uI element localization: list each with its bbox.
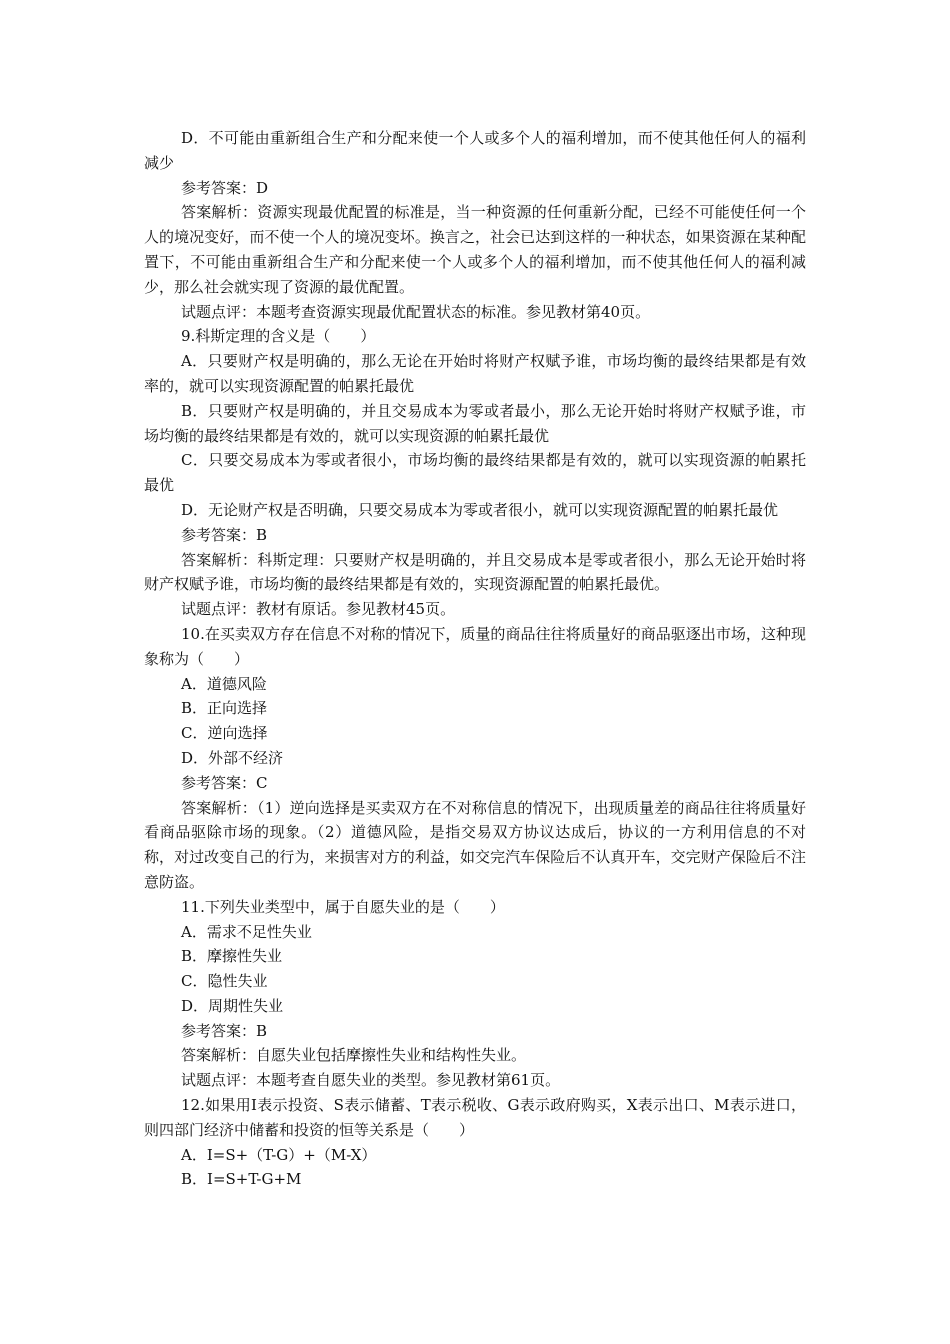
option-c-q11: C．隐性失业 xyxy=(181,972,268,991)
option-d-q9: D．无论财产权是否明确，只要交易成本为零或者很小，就可以实现资源配置的帕累托最优 xyxy=(181,500,779,519)
option-c-q10: C．逆向选择 xyxy=(181,724,268,743)
answer-q9: 参考答案：B xyxy=(181,525,268,544)
option-b-q9: B．只要财产权是明确的，并且交易成本为零或者最小，那么无论开始时将财产权赋予谁，市场均衡的最终结果都是有效的，就可以实现资源的帕累托最优 xyxy=(144,401,806,445)
comment-q9: 试题点评：教材有原话。参见教材45页。 xyxy=(181,600,456,619)
question-12: 12.如果用I表示投资、S表示储蓄、T表示税收、G表示政府购买，X表示出口、M表示进口，则四部门经济中储蓄和投资的恒等关系是（ ） xyxy=(144,1096,806,1139)
option-b-q10: B．正向选择 xyxy=(181,699,268,718)
question-11: 11.下列失业类型中，属于自愿失业的是（ ） xyxy=(181,897,505,916)
question-9: 9.科斯定理的含义是（ ） xyxy=(181,327,376,346)
answer-q8: 参考答案：D xyxy=(181,178,269,197)
option-c-q9: C．只要交易成本为零或者很小，市场均衡的最终结果都是有效的，就可以实现资源的帕累托最优 xyxy=(144,451,806,495)
comment-q8: 试题点评：本题考查资源实现最优配置状态的标准。参见教材第40页。 xyxy=(181,302,651,321)
option-a-q10: A．道德风险 xyxy=(181,674,267,693)
option-b-q11: B．摩擦性失业 xyxy=(181,947,283,966)
option-d-q10: D．外部不经济 xyxy=(181,748,284,767)
answer-q11: 参考答案：B xyxy=(181,1021,268,1040)
explanation-q8: 答案解析：资源实现最优配置的标准是，当一种资源的任何重新分配，已经不可能使任何一个人的境况变好，而不使一个人的境况变坏。换言之，社会已达到这样的一种状态，如果资源在某种配置下，不可能由重新组合生产和分配来使一个人或多个人的福利增加，而不使其他任何人的福利减少，那么社会就实现了资源的最优配置。 xyxy=(144,203,806,296)
document-page xyxy=(144,126,806,1192)
explanation-q11: 答案解析：自愿失业包括摩擦性失业和结构性失业。 xyxy=(181,1046,527,1065)
explanation-q9: 答案解析：科斯定理：只要财产权是明确的，并且交易成本是零或者很小，那么无论开始时将财产权赋予谁，市场均衡的最终结果都是有效的，实现资源配置的帕累托最优。 xyxy=(144,550,806,594)
comment-q11: 试题点评：本题考查自愿失业的类型。参见教材第61页。 xyxy=(181,1071,561,1090)
option-a-q9: A．只要财产权是明确的，那么无论在开始时将财产权赋予谁，市场均衡的最终结果都是有效率的，就可以实现资源配置的帕累托最优 xyxy=(144,352,806,395)
option-a-q11: A．需求不足性失业 xyxy=(181,922,312,941)
answer-q10: 参考答案：C xyxy=(181,773,268,792)
question-10: 10.在买卖双方存在信息不对称的情况下，质量的商品往往将质量好的商品驱逐出市场，这种现象称为（ ） xyxy=(144,624,806,668)
option-b-q12: B．I=S+T-G+M xyxy=(181,1170,302,1189)
option-a-q12: A．I=S+（T-G）+（M-X） xyxy=(181,1145,377,1164)
option-d-q11: D．周期性失业 xyxy=(181,996,284,1015)
option-d-q8: D．不可能由重新组合生产和分配来使一个人或多个人的福利增加，而不使其他任何人的福利减少 xyxy=(144,129,806,172)
explanation-q10: 答案解析：（1）逆向选择是买卖双方在不对称信息的情况下，出现质量差的商品往往将质量好看商品驱除市场的现象。（2）道德风险，是指交易双方协议达成后，协议的一方利用信息的不对称，对过改变自己的行为，来损害对方的利益，如交完汽车保险后不认真开车，交完财产保险后不注意防盗。 xyxy=(144,798,806,891)
